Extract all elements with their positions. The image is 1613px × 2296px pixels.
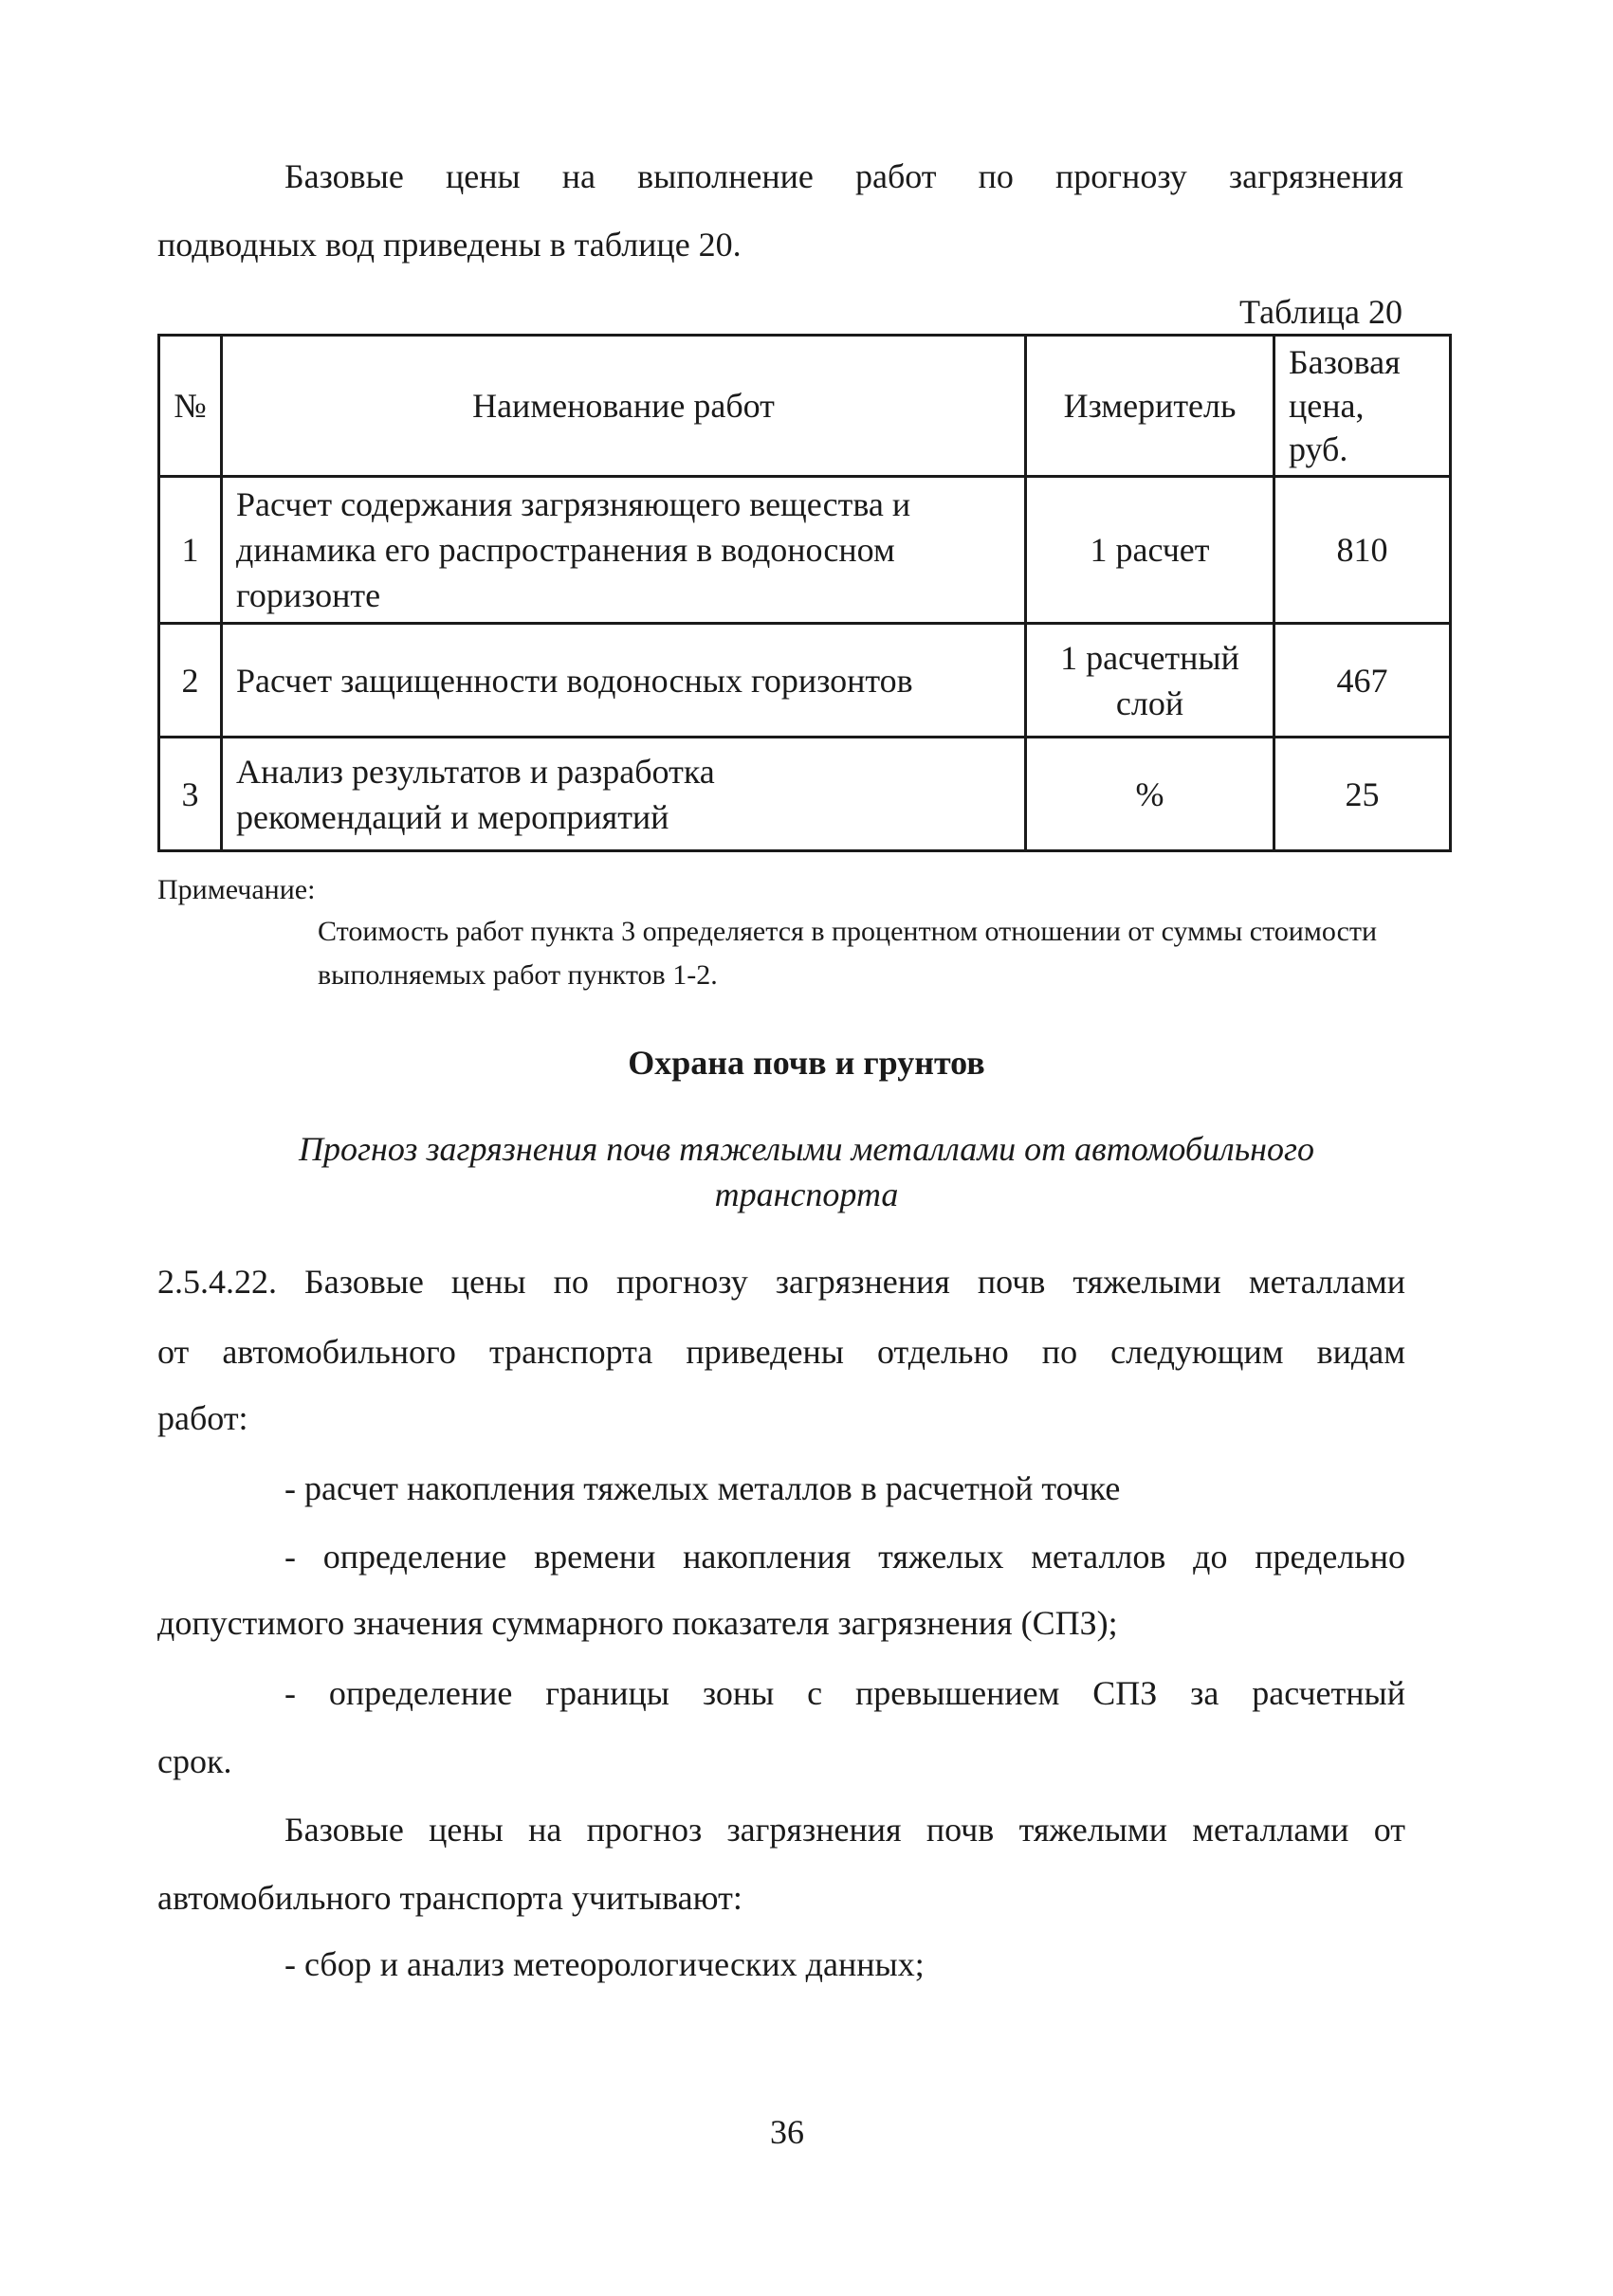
header-name: Наименование работ <box>222 336 1026 477</box>
row-name-line: горизонте <box>236 576 381 614</box>
row-name-line: динамика его распространения в водоносном <box>236 531 895 569</box>
row-name-line: рекомендаций и мероприятий <box>236 797 669 836</box>
note-text: Стоимость работ пункта 3 определяется в процентном отношении от суммы стоимости выполняемых работ пунктов 1-2. <box>318 916 1378 991</box>
row-name <box>222 624 1026 738</box>
row-unit <box>1026 738 1274 851</box>
row-name <box>222 738 1026 851</box>
header-num: № <box>159 336 222 477</box>
table-header-row <box>159 336 1451 477</box>
price-table <box>157 334 1452 852</box>
header-price <box>1274 336 1451 477</box>
header-price-line: руб. <box>1289 430 1348 468</box>
row-num: 2 <box>159 624 222 738</box>
row-unit-line: 1 расчет <box>1090 531 1210 569</box>
bullet-2-line-1: - определение времени накопления тяжелых металлов до предельно <box>284 1538 1405 1576</box>
bullet-4: - сбор и анализ метеорологических данных; <box>284 1945 925 1983</box>
body-p1-line-1: 2.5.4.22. Базовые цены по прогнозу загрязнения почв тяжелыми металлами <box>157 1263 1405 1301</box>
row-name-line: Расчет содержания загрязняющего вещества и <box>236 485 911 523</box>
bullet-2-line-2: допустимого значения суммарного показателя загрязнения (СПЗ); <box>157 1604 1118 1642</box>
note-label: Примечание: <box>157 874 316 905</box>
bullet-3-line-2: срок. <box>157 1742 232 1780</box>
row-num: 1 <box>159 477 222 624</box>
row-num: 3 <box>159 738 222 851</box>
row-price: 25 <box>1274 738 1451 851</box>
intro-line-1: Базовые цены на выполнение работ по прогнозу загрязнения <box>284 157 1403 195</box>
body-p1-line-2: от автомобильного транспорта приведены отдельно по следующим видам <box>157 1333 1405 1371</box>
row-name <box>222 477 1026 624</box>
row-unit <box>1026 477 1274 624</box>
section-heading: Охрана почв и грунтов <box>628 1044 985 1082</box>
table-caption: Таблица 20 <box>1239 293 1402 331</box>
section-subheading <box>0 1126 1613 1217</box>
row-price: 810 <box>1274 477 1451 624</box>
bullet-3-line-1: - определение границы зоны с превышением СПЗ за расчетный <box>284 1674 1405 1712</box>
row-name-line: Расчет защищенности водоносных горизонтов <box>236 661 913 700</box>
row-price: 467 <box>1274 624 1451 738</box>
page-number: 36 <box>770 2113 804 2151</box>
header-price-line: Базовая <box>1289 343 1401 381</box>
row-unit <box>1026 624 1274 738</box>
table-row <box>159 738 1451 851</box>
row-unit-line: % <box>1135 774 1164 813</box>
row-name-line: Анализ результатов и разработка <box>236 752 715 791</box>
header-unit: Измеритель <box>1026 336 1274 477</box>
body-p1-line-3: работ: <box>157 1399 248 1437</box>
body-p2-line-2: автомобильного транспорта учитывают: <box>157 1879 742 1917</box>
table-row <box>159 624 1451 738</box>
row-unit-line: 1 расчетный <box>1060 638 1239 677</box>
row-unit-line: слой <box>1115 683 1184 722</box>
bullet-1: - расчет накопления тяжелых металлов в расчетной точке <box>284 1469 1121 1507</box>
header-price-line: цена, <box>1289 387 1365 425</box>
subheading-line: транспорта <box>714 1175 899 1213</box>
body-p2-line-1: Базовые цены на прогноз загрязнения почв тяжелыми металлами от <box>284 1811 1405 1849</box>
subheading-line: Прогноз загрязнения почв тяжелыми металлами от автомобильного <box>298 1130 1315 1168</box>
intro-line-2: подводных вод приведены в таблице 20. <box>157 226 742 264</box>
table-row <box>159 477 1451 624</box>
